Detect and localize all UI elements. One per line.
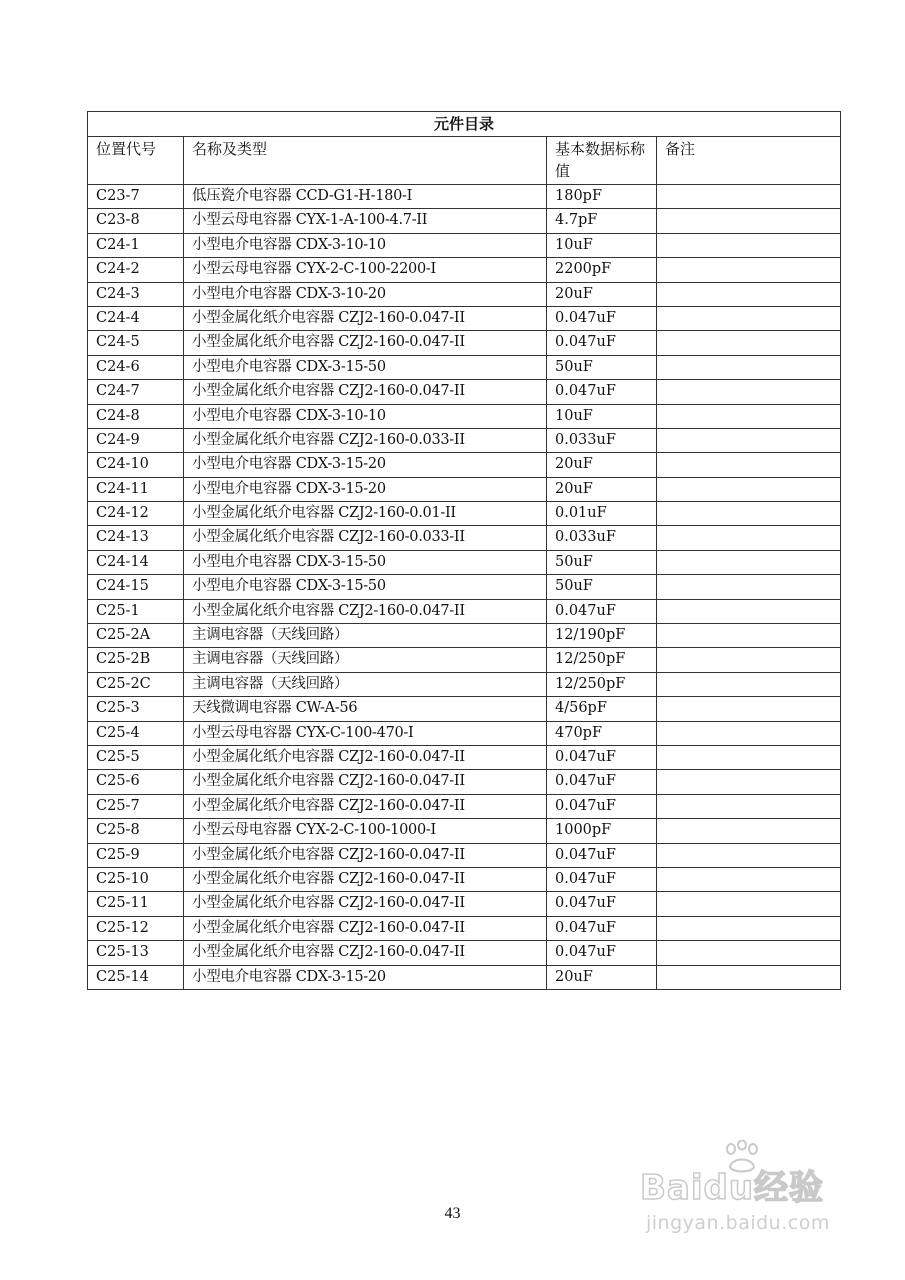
cell-code: C25-1 <box>88 599 184 623</box>
cell-value: 12/190pF <box>547 624 657 648</box>
cell-note <box>657 916 841 940</box>
component-catalog-table <box>87 111 841 990</box>
table-header-row <box>88 137 841 185</box>
cell-code: C24-10 <box>88 453 184 477</box>
cell-value: 0.01uF <box>547 502 657 526</box>
cell-note <box>657 624 841 648</box>
cell-value: 0.047uF <box>547 794 657 818</box>
cell-value: 0.047uF <box>547 306 657 330</box>
table-row <box>88 550 841 574</box>
cell-note <box>657 892 841 916</box>
cell-note <box>657 819 841 843</box>
table-row <box>88 355 841 379</box>
cell-value: 50uF <box>547 575 657 599</box>
cell-code: C24-4 <box>88 306 184 330</box>
cell-name: 天线微调电容器 CW-A-56 <box>184 697 547 721</box>
cell-note <box>657 185 841 209</box>
cell-name: 小型金属化纸介电容器 CZJ2-160-0.033-II <box>184 428 547 452</box>
cell-note <box>657 697 841 721</box>
cell-value: 0.033uF <box>547 526 657 550</box>
table-row <box>88 209 841 233</box>
table-row <box>88 233 841 257</box>
cell-value: 0.047uF <box>547 380 657 404</box>
cell-code: C25-2A <box>88 624 184 648</box>
cell-note <box>657 453 841 477</box>
cell-value: 470pF <box>547 721 657 745</box>
table-row <box>88 599 841 623</box>
cell-name: 小型电介电容器 CDX-3-15-50 <box>184 355 547 379</box>
cell-note <box>657 575 841 599</box>
cell-code: C25-7 <box>88 794 184 818</box>
cell-note <box>657 550 841 574</box>
cell-code: C25-2C <box>88 672 184 696</box>
cell-value: 0.047uF <box>547 892 657 916</box>
cell-value: 0.047uF <box>547 599 657 623</box>
cell-code: C25-10 <box>88 867 184 891</box>
cell-value: 0.047uF <box>547 941 657 965</box>
table-row <box>88 306 841 330</box>
cell-note <box>657 794 841 818</box>
table-row <box>88 185 841 209</box>
cell-note <box>657 599 841 623</box>
cell-note <box>657 648 841 672</box>
cell-name: 小型金属化纸介电容器 CZJ2-160-0.047-II <box>184 867 547 891</box>
table-row <box>88 941 841 965</box>
cell-code: C24-15 <box>88 575 184 599</box>
cell-value: 20uF <box>547 282 657 306</box>
cell-value: 1000pF <box>547 819 657 843</box>
cell-value: 0.047uF <box>547 916 657 940</box>
header-name-type: 名称及类型 <box>184 137 547 185</box>
cell-code: C24-14 <box>88 550 184 574</box>
cell-value: 0.047uF <box>547 770 657 794</box>
cell-name: 小型金属化纸介电容器 CZJ2-160-0.047-II <box>184 599 547 623</box>
table-body <box>88 185 841 990</box>
cell-value: 0.047uF <box>547 843 657 867</box>
cell-code: C23-8 <box>88 209 184 233</box>
cell-code: C24-1 <box>88 233 184 257</box>
cell-note <box>657 526 841 550</box>
cell-name: 小型金属化纸介电容器 CZJ2-160-0.033-II <box>184 526 547 550</box>
table-row <box>88 721 841 745</box>
cell-name: 小型电介电容器 CDX-3-15-50 <box>184 550 547 574</box>
cell-code: C25-14 <box>88 965 184 989</box>
cell-name: 小型云母电容器 CYX-2-C-100-2200-I <box>184 258 547 282</box>
header-position-code: 位置代号 <box>88 137 184 185</box>
table-row <box>88 258 841 282</box>
cell-note <box>657 941 841 965</box>
cell-note <box>657 721 841 745</box>
cell-code: C24-9 <box>88 428 184 452</box>
cell-code: C25-6 <box>88 770 184 794</box>
cell-name: 小型电介电容器 CDX-3-15-20 <box>184 477 547 501</box>
cell-code: C25-2B <box>88 648 184 672</box>
table-row <box>88 867 841 891</box>
cell-code: C24-13 <box>88 526 184 550</box>
table-row <box>88 648 841 672</box>
cell-code: C24-12 <box>88 502 184 526</box>
table-row <box>88 404 841 428</box>
cell-value: 0.047uF <box>547 331 657 355</box>
cell-name: 小型金属化纸介电容器 CZJ2-160-0.047-II <box>184 916 547 940</box>
cell-note <box>657 770 841 794</box>
cell-name: 主调电容器（天线回路） <box>184 648 547 672</box>
cell-value: 20uF <box>547 453 657 477</box>
table-row <box>88 770 841 794</box>
cell-note <box>657 306 841 330</box>
cell-name: 主调电容器（天线回路） <box>184 624 547 648</box>
cell-name: 小型金属化纸介电容器 CZJ2-160-0.047-II <box>184 843 547 867</box>
cell-note <box>657 209 841 233</box>
cell-value: 12/250pF <box>547 672 657 696</box>
cell-name: 小型金属化纸介电容器 CZJ2-160-0.047-II <box>184 892 547 916</box>
cell-note <box>657 672 841 696</box>
cell-code: C25-5 <box>88 745 184 769</box>
watermark <box>640 1140 860 1250</box>
cell-value: 20uF <box>547 477 657 501</box>
cell-value: 0.033uF <box>547 428 657 452</box>
cell-note <box>657 965 841 989</box>
table-row <box>88 916 841 940</box>
table-row <box>88 477 841 501</box>
cell-name: 小型电介电容器 CDX-3-15-20 <box>184 965 547 989</box>
cell-value: 50uF <box>547 550 657 574</box>
cell-code: C25-11 <box>88 892 184 916</box>
table-row <box>88 819 841 843</box>
cell-code: C23-7 <box>88 185 184 209</box>
table-row <box>88 331 841 355</box>
table-row <box>88 672 841 696</box>
watermark-brand: Baidu经验 <box>640 1168 825 1208</box>
table-row <box>88 843 841 867</box>
cell-value: 0.047uF <box>547 745 657 769</box>
cell-name: 小型电介电容器 CDX-3-10-20 <box>184 282 547 306</box>
cell-name: 小型云母电容器 CYX-C-100-470-I <box>184 721 547 745</box>
cell-code: C25-13 <box>88 941 184 965</box>
cell-code: C25-12 <box>88 916 184 940</box>
cell-code: C25-4 <box>88 721 184 745</box>
table-row <box>88 502 841 526</box>
cell-note <box>657 867 841 891</box>
cell-name: 小型云母电容器 CYX-2-C-100-1000-I <box>184 819 547 843</box>
cell-value: 50uF <box>547 355 657 379</box>
cell-name: 小型电介电容器 CDX-3-15-20 <box>184 453 547 477</box>
cell-note <box>657 282 841 306</box>
table-row <box>88 380 841 404</box>
cell-name: 小型金属化纸介电容器 CZJ2-160-0.047-II <box>184 380 547 404</box>
table-row <box>88 745 841 769</box>
cell-code: C24-7 <box>88 380 184 404</box>
cell-code: C24-2 <box>88 258 184 282</box>
table-row <box>88 794 841 818</box>
cell-value: 0.047uF <box>547 867 657 891</box>
cell-name: 小型金属化纸介电容器 CZJ2-160-0.047-II <box>184 941 547 965</box>
watermark-url: jingyan.baidu.com <box>646 1212 830 1234</box>
cell-value: 4/56pF <box>547 697 657 721</box>
cell-name: 小型云母电容器 CYX-1-A-100-4.7-II <box>184 209 547 233</box>
cell-note <box>657 404 841 428</box>
cell-name: 小型金属化纸介电容器 CZJ2-160-0.047-II <box>184 794 547 818</box>
cell-name: 主调电容器（天线回路） <box>184 672 547 696</box>
cell-name: 低压瓷介电容器 CCD-G1-H-180-I <box>184 185 547 209</box>
table-row <box>88 697 841 721</box>
table-row <box>88 892 841 916</box>
cell-name: 小型金属化纸介电容器 CZJ2-160-0.01-II <box>184 502 547 526</box>
cell-name: 小型电介电容器 CDX-3-10-10 <box>184 404 547 428</box>
cell-name: 小型电介电容器 CDX-3-15-50 <box>184 575 547 599</box>
page-number: 43 <box>444 1205 461 1222</box>
cell-value: 12/250pF <box>547 648 657 672</box>
table-row <box>88 575 841 599</box>
cell-name: 小型电介电容器 CDX-3-10-10 <box>184 233 547 257</box>
cell-name: 小型金属化纸介电容器 CZJ2-160-0.047-II <box>184 770 547 794</box>
table-row <box>88 428 841 452</box>
cell-code: C25-8 <box>88 819 184 843</box>
cell-note <box>657 428 841 452</box>
cell-note <box>657 355 841 379</box>
cell-value: 10uF <box>547 404 657 428</box>
table-row <box>88 624 841 648</box>
table-row <box>88 965 841 989</box>
cell-note <box>657 380 841 404</box>
table-row <box>88 526 841 550</box>
cell-code: C24-5 <box>88 331 184 355</box>
table-title: 元件目录 <box>88 112 841 137</box>
header-nominal-value: 基本数据标称值 <box>547 137 657 185</box>
cell-code: C24-11 <box>88 477 184 501</box>
table-row <box>88 453 841 477</box>
cell-code: C24-8 <box>88 404 184 428</box>
cell-name: 小型金属化纸介电容器 CZJ2-160-0.047-II <box>184 331 547 355</box>
cell-value: 180pF <box>547 185 657 209</box>
header-remarks: 备注 <box>657 137 841 185</box>
cell-note <box>657 745 841 769</box>
cell-note <box>657 477 841 501</box>
cell-value: 2200pF <box>547 258 657 282</box>
cell-value: 4.7pF <box>547 209 657 233</box>
cell-note <box>657 843 841 867</box>
cell-note <box>657 331 841 355</box>
cell-code: C25-9 <box>88 843 184 867</box>
cell-note <box>657 258 841 282</box>
cell-name: 小型金属化纸介电容器 CZJ2-160-0.047-II <box>184 306 547 330</box>
cell-note <box>657 233 841 257</box>
cell-code: C24-6 <box>88 355 184 379</box>
cell-note <box>657 502 841 526</box>
cell-code: C25-3 <box>88 697 184 721</box>
table-row <box>88 282 841 306</box>
cell-name: 小型金属化纸介电容器 CZJ2-160-0.047-II <box>184 745 547 769</box>
cell-value: 20uF <box>547 965 657 989</box>
cell-value: 10uF <box>547 233 657 257</box>
cell-code: C24-3 <box>88 282 184 306</box>
